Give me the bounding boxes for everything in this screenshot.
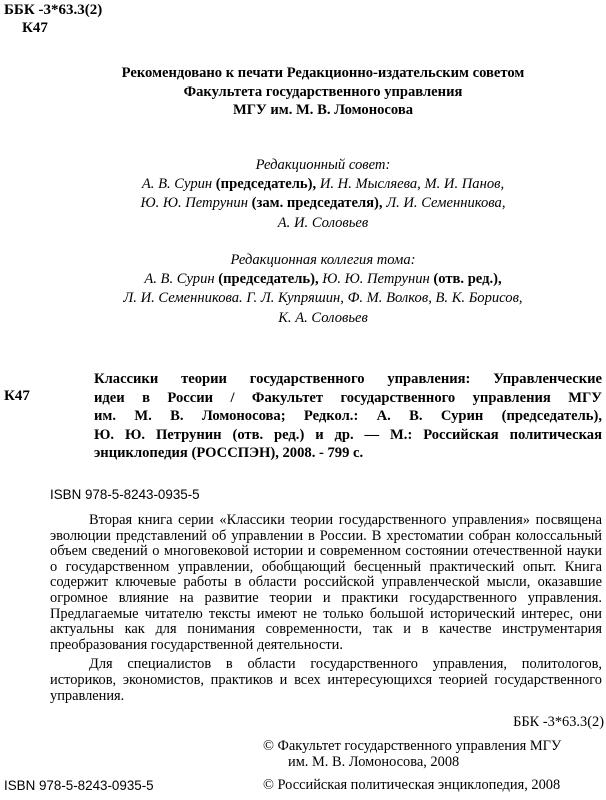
copyright-line: © Факультет государственного управления МГУ xyxy=(263,738,562,754)
member-name: Ю. Ю. Петрунин xyxy=(322,271,430,288)
member-name: А. В. Сурин xyxy=(144,271,215,288)
member-name: Ю. Ю. Петрунин xyxy=(140,195,248,212)
member-role: (председатель), xyxy=(212,176,320,193)
annotation-paragraph: Вторая книга серии «Классики теории государственного управления» посвящена эволюции представлений об управлении в России. В хрестоматии собран колоссальный объем сведений о многовековой истории и современном состоянии отечественной науки о государственном управлении, обобщающий бесценный практический опыт. Книга содержит ключевые работы в области российской управленческой мысли, оказавшие огромное влияние на развитие теории и практики государственного управления. Предлагаемые читателю тексты имеют не только большой исторический интерес, они актуальны как для понимания современности, так и в качестве инструментария преобразования государственной деятельности. xyxy=(50,512,602,653)
editorial-council-heading: Редакционный совет: xyxy=(255,157,391,173)
member-role: (отв. ред.), xyxy=(429,271,502,288)
member-name: Л. И. Семенникова. Г. Л. Купряшин, Ф. М. Волков, В. К. Борисов, xyxy=(123,290,523,307)
editorial-board xyxy=(60,251,586,328)
catalog-line: идеи в России / Факультет государственного управления МГУ xyxy=(94,389,602,406)
catalog-author-mark: К47 xyxy=(4,388,30,404)
copyright-line: © Российская политическая энциклопедия, 2008 xyxy=(263,777,561,793)
member-name: И. Н. Мысляева, М. И. Панов, xyxy=(319,176,505,193)
bbk-code-bottom: ББК -3*63.3(2) xyxy=(513,714,604,730)
recommendation-line: Факультета государственного управления xyxy=(183,83,463,100)
copyright-line: им. М. В. Ломоносова, 2008 xyxy=(288,754,460,770)
editorial-council-line xyxy=(60,214,586,233)
catalog-line: Ю. Ю. Петрунин (отв. ред.) и др. — М.: Российская политическая xyxy=(94,426,602,443)
bbk-code: ББК -3*63.3(2) xyxy=(4,2,103,18)
editorial-board-line xyxy=(60,309,586,328)
recommendation-line: Рекомендовано к печати Редакционно-издательским советом xyxy=(121,65,525,81)
editorial-board-heading: Редакционная коллегия тома: xyxy=(230,252,416,268)
editorial-council-line xyxy=(60,194,586,213)
catalog-entry xyxy=(94,370,602,463)
member-name: А. И. Соловьев xyxy=(277,214,369,231)
member-name: К. А. Соловьев xyxy=(278,309,368,326)
isbn: ISBN 978-5-8243-0935-5 xyxy=(50,487,200,502)
annotation xyxy=(50,513,602,704)
editorial-council xyxy=(60,156,586,233)
catalog-line: им. М. В. Ломоносова; Редкол.: А. В. Сурин (председатель), xyxy=(94,408,602,425)
editorial-council-line xyxy=(60,175,586,194)
member-name: Л. И. Семенникова, xyxy=(386,195,506,212)
member-name: А. В. Сурин xyxy=(141,176,213,193)
editorial-board-line xyxy=(60,289,586,308)
member-role: (председатель), xyxy=(214,271,323,288)
recommendation-block xyxy=(60,64,586,120)
recommendation-line: МГУ им. М. В. Ломоносова xyxy=(232,102,414,118)
annotation-paragraph: Для специалистов в области государственного управления, политологов, историков, экономистов, практиков и всех интересующихся теорией государственного управления. xyxy=(50,656,602,704)
catalog-line: Классики теории государственного управления: Управленческие xyxy=(94,371,602,387)
editorial-board-line xyxy=(60,270,586,289)
member-role: (зам. председателя), xyxy=(247,195,387,212)
catalog-line: энциклопедия (РОССПЭН), 2008. - 799 с. xyxy=(94,445,364,462)
isbn-bottom: ISBN 978-5-8243-0935-5 xyxy=(4,778,154,793)
author-mark: К47 xyxy=(22,20,48,36)
